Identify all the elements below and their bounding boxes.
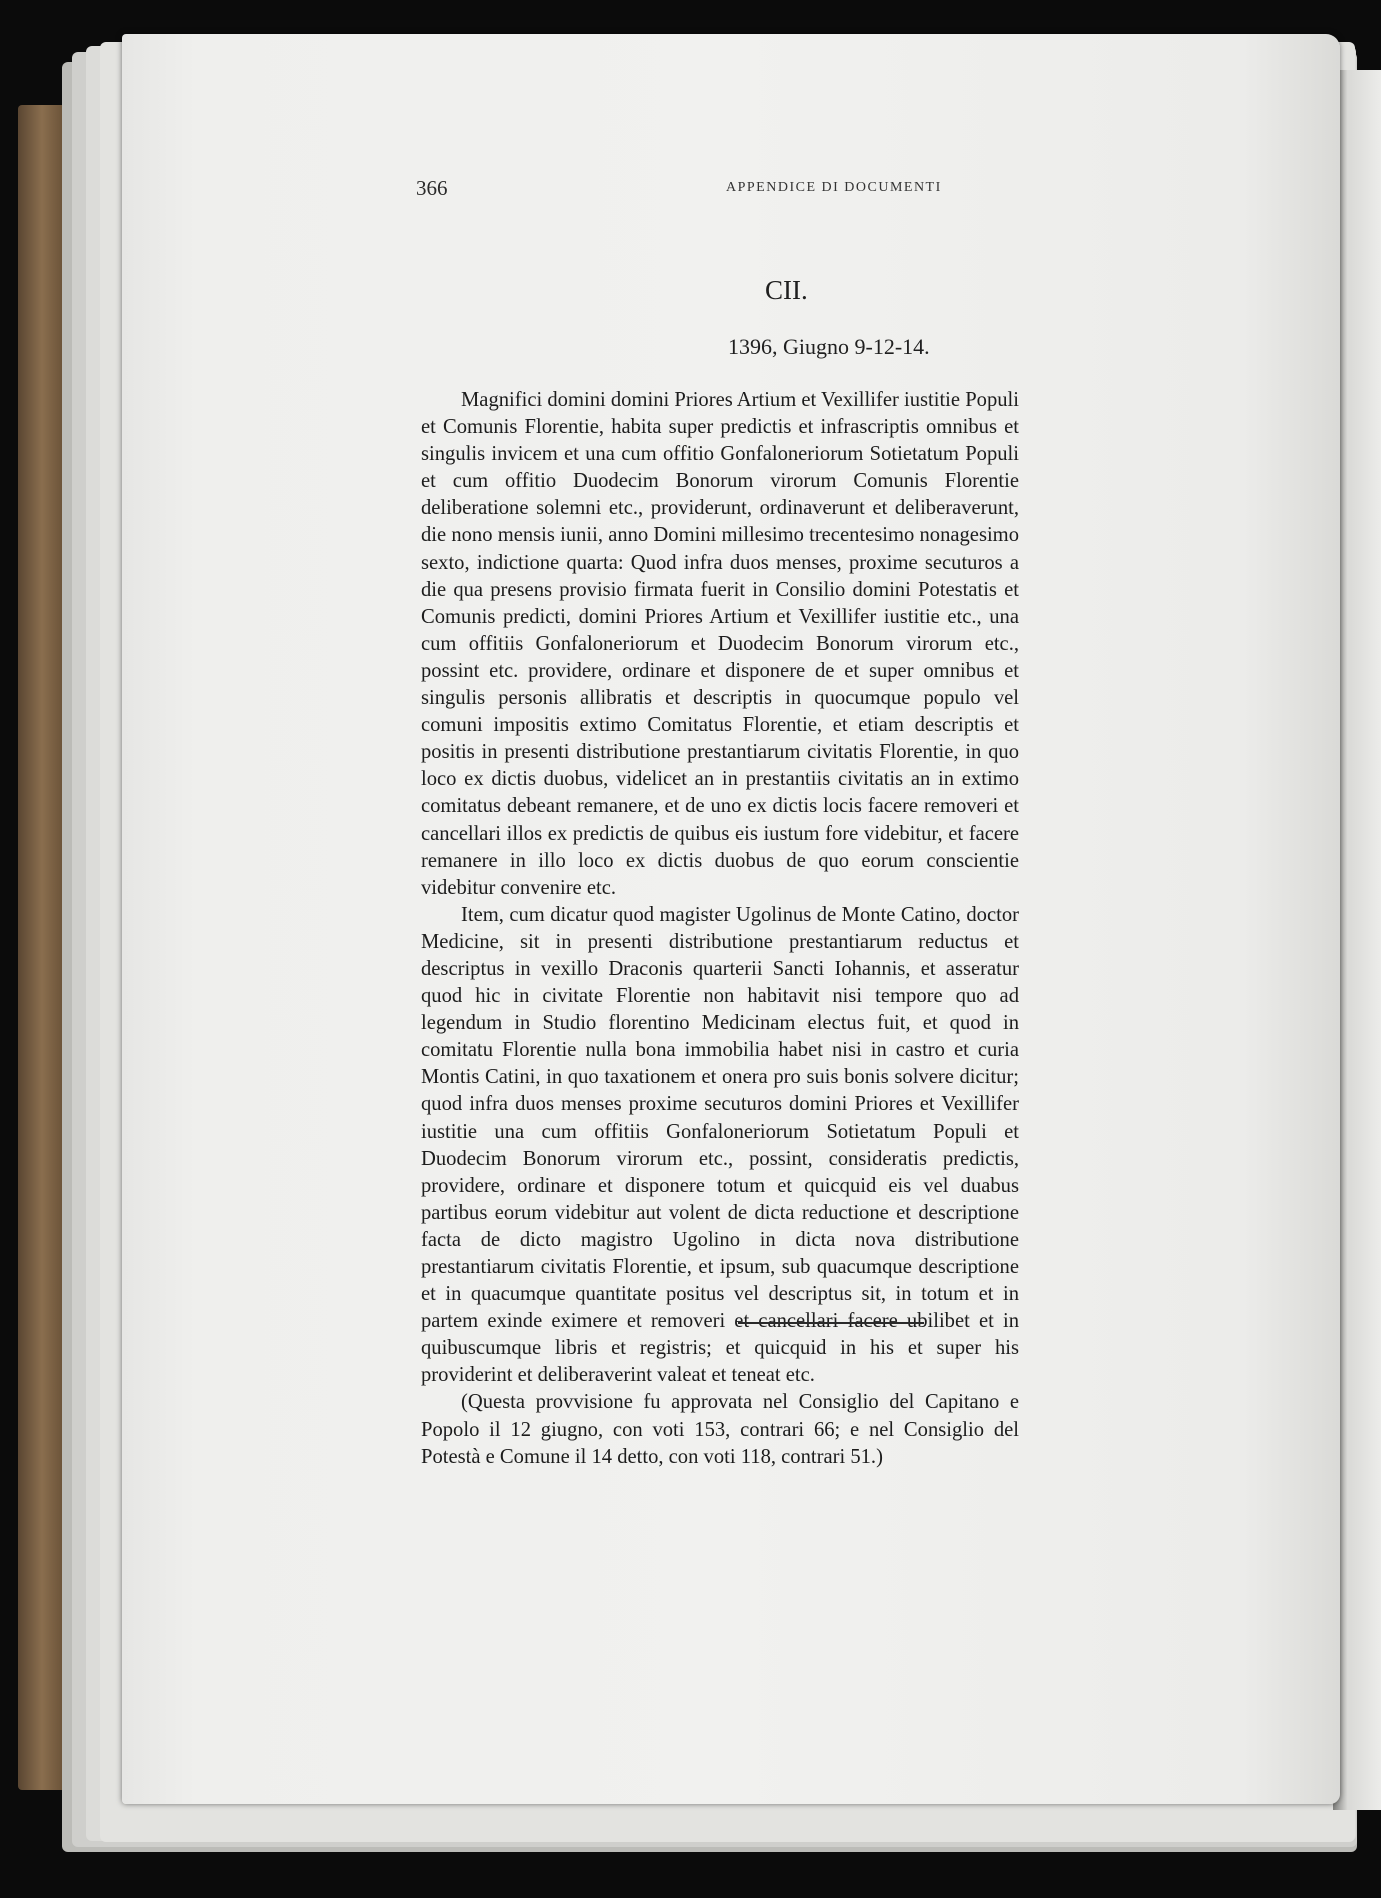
page-header xyxy=(416,176,996,202)
paragraph-2: Item, cum dicatur quod magister Ugolinus de Monte Catino, doctor Medicine, sit in presenti distributione prestantiarum reductus et descriptus in vexillo Draconis quarterii Sancti Iohannis, et asseratur quod hic in civitate Florentie non habitavit nisi tempore quo ad legendum in Studio florentino Medicinam electus fuit, et quod in comitatu Florentie nulla bona immobilia habet nisi in castro et curia Montis Catini, in quo taxationem et onera pro suis bonis solvere dicitur; quod infra duos menses proxime secuturos domini Priores et Vexillifer iustitie una cum offitiis Gonfaloneriorum Sotietatum Populi et Duodecim Bonorum virorum etc., possint, consideratis predictis, providere, ordinare et disponere totum et quicquid eis vel duabus partibus eorum videbitur aut volent de dicta reductione et descriptione facta de dicto magistro Ugolino in dicta nova distributione prestantiarum civitatis Florentie, et ipsum, sub quacumque descriptione et in quacumque quantitate positus vel descriptus sit, in totum et in partem exinde eximere et removeri et cancellari facere ubilibet et in quibuscumque libris et registris; et quicquid in his et super his providerint et deliberaverint valeat et teneat etc. xyxy=(421,903,1019,1387)
document-number: CII. xyxy=(765,275,808,305)
running-title: APPENDICE DI DOCUMENTI xyxy=(726,180,942,195)
document-date: 1396, Giugno 9-12-14. xyxy=(728,334,930,359)
page-number: 366 xyxy=(416,176,448,200)
paragraph-1: Magnifici domini domini Priores Artium et Vexillifer iustitie Populi et Comunis Florentie, habita super predictis et infrascriptis omnibus et singulis invicem et una cum offitio Gonfaloneriorum Sotietatum Populi et cum offitio Duodecim Bonorum virorum Comunis Florentie deliberatione solemni etc., providerunt, ordinaverunt et deliberaverunt, die nono mensis iunii, anno Domini millesimo trecentesimo nonagesimo sexto, indictione quarta: Quod infra duos menses, proxime secuturos a die qua presens provisio firmata fuerit in Consilio domini Potestatis et Comunis predicti, domini Priores Artium et Vexillifer iustitie etc., una cum offitiis Gonfaloneriorum et Duodecim Bonorum virorum etc., possint etc. providere, ordinare et disponere de et super omnibus et singulis personis allibratis et descriptis in quocumque populo vel comuni impositis extimo Comitatus Florentie, et etiam descriptis et positis in presenti distributione prestantiarum civitatis Florentie, in quo loco ex dictis duobus, videlicet an in prestantiis civitatis an in extimo comitatus debeant remanere, et de uno ex dictis locis facere removeri et cancellari illos ex predictis de quibus eis iustum fore videbitur, et facere remanere in illo loco ex dictis duobus de quo eorum conscientie videbitur convenire etc. xyxy=(421,389,1019,899)
approval-note: (Questa provvisione fu approvata nel Consiglio del Capitano e Popolo il 12 giugno, con voti 153, contrari 66; e nel Consiglio del Potestà e Comune il 14 detto, con voti 118, contrari 51.) xyxy=(421,1391,1019,1468)
adjacent-page xyxy=(1333,70,1381,1810)
end-rule xyxy=(738,1322,924,1324)
document-body xyxy=(421,387,1019,1471)
